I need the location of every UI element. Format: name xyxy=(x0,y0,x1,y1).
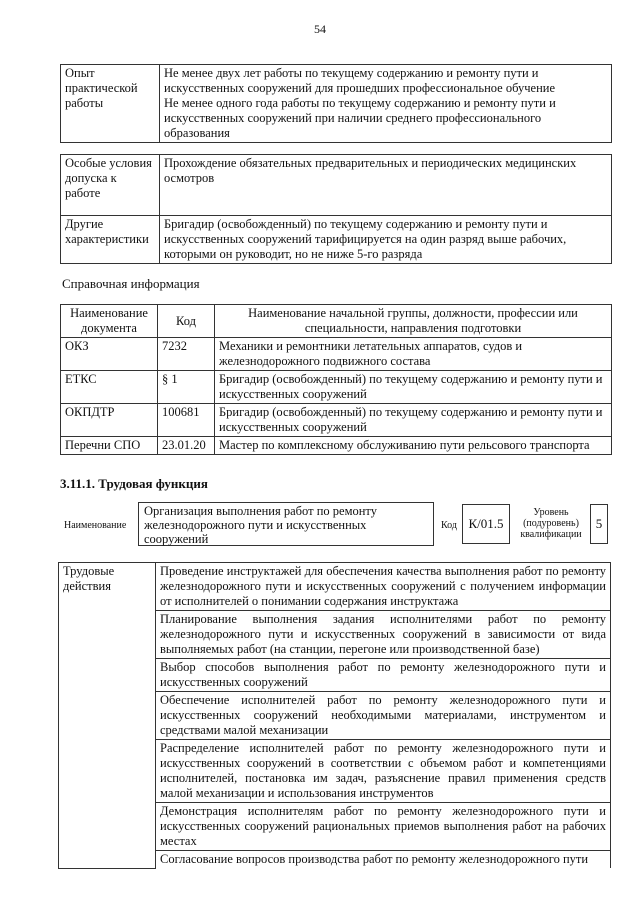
level-value: 5 xyxy=(595,516,603,531)
name-label: Наименование xyxy=(64,520,127,531)
experience-line-1: Не менее двух лет работы по текущему содержанию и ремонту пути и искусственных сооружений для прошедших профессиональное обучение xyxy=(164,66,556,95)
experience-table xyxy=(60,64,612,143)
action-item: Планирование выполнения задания исполнителями работ по ремонту железнодорожного пути и искусственных сооружений в зависимости от вида выполняемых работ (на станции, перегоне или производственной базе) xyxy=(156,611,611,659)
table-cell: ЕТКС xyxy=(61,371,158,404)
action-item: Распределение исполнителей работ по ремонту железнодорожного пути и искусственных сооружений в соответствии с объемом работ и компетенциями исполнителей, постановка им задач, разъяснение правил применения средств малой механизации и использования инструментов xyxy=(156,740,611,803)
table-cell: 100681 xyxy=(158,404,215,437)
table-row xyxy=(61,65,612,143)
level-box xyxy=(590,504,608,544)
table-row xyxy=(61,371,612,404)
table-cell: ОКПДТР xyxy=(61,404,158,437)
row-label: Опыт практической работы xyxy=(61,65,160,143)
table-cell: Бригадир (освобожденный) по текущему содержанию и ремонту пути и искусственных сооружений xyxy=(215,371,612,404)
conditions-table xyxy=(60,154,612,264)
code-box xyxy=(462,504,510,544)
reference-table xyxy=(60,304,612,455)
row-value xyxy=(160,65,612,143)
table-row xyxy=(61,155,612,216)
code-value: К/01.5 xyxy=(468,516,504,531)
table-row xyxy=(61,216,612,264)
action-item: Демонстрация исполнителям работ по ремонту железнодорожного пути и искусственных сооружений рациональных приемов выполнения работ на рабочих местах xyxy=(156,803,611,851)
table-cell: ОКЗ xyxy=(61,338,158,371)
experience-line-2: Не менее одного года работы по текущему содержанию и ремонту пути и искусственных сооружений при наличии среднего профессионального образования xyxy=(164,96,556,140)
table-cell: Перечни СПО xyxy=(61,437,158,455)
row-label: Особые условия допуска к работе xyxy=(61,155,160,216)
section-heading: 3.11.1. Трудовая функция xyxy=(60,476,208,491)
row-label: Трудовые действия xyxy=(59,563,156,869)
function-name: Организация выполнения работ по ремонту железнодорожного пути и искусственных сооружений xyxy=(144,504,377,546)
row-value: Прохождение обязательных предварительных и периодических медицинских осмотров xyxy=(160,155,612,216)
reference-title: Справочная информация xyxy=(62,276,200,291)
table-row xyxy=(61,437,612,455)
row-label: Другие характеристики xyxy=(61,216,160,264)
page-number: 54 xyxy=(314,22,326,36)
action-item: Проведение инструктажей для обеспечения качества выполнения работ по ремонту железнодорожного пути и искусственных сооружений с получением информации от исполнителей о понимании содержания инструктажа xyxy=(156,563,611,611)
table-cell: 23.01.20 xyxy=(158,437,215,455)
column-header: Наименование начальной группы, должности, профессии или специальности, направления подготовки xyxy=(215,305,612,338)
actions-table xyxy=(58,562,611,869)
table-row xyxy=(59,563,611,611)
table-row xyxy=(61,338,612,371)
table-cell: § 1 xyxy=(158,371,215,404)
table-cell: Мастер по комплексному обслуживанию пути рельсового транспорта xyxy=(215,437,612,455)
table-cell: Бригадир (освобожденный) по текущему содержанию и ремонту пути и искусственных сооружений xyxy=(215,404,612,437)
row-value: Бригадир (освобожденный) по текущему содержанию и ремонту пути и искусственных сооружений тарифицируется на один разряд выше рабочих, которыми он руководит, но не ниже 5-го разряда xyxy=(160,216,612,264)
table-row xyxy=(61,404,612,437)
column-header: Код xyxy=(158,305,215,338)
action-item: Выбор способов выполнения работ по ремонту железнодорожного пути и искусственных сооружений xyxy=(156,659,611,692)
function-name-box xyxy=(138,502,434,546)
level-label: Уровень (подуровень) квалификации xyxy=(520,507,582,540)
action-item: Согласование вопросов производства работ по ремонту железнодорожного пути xyxy=(156,851,611,869)
table-header-row xyxy=(61,305,612,338)
code-label: Код xyxy=(441,520,457,531)
table-cell: 7232 xyxy=(158,338,215,371)
action-item: Обеспечение исполнителей работ по ремонту железнодорожного пути и искусственных сооружений необходимыми материалами, инструментом и средствами малой механизации xyxy=(156,692,611,740)
table-cell: Механики и ремонтники летательных аппаратов, судов и железнодорожного подвижного состава xyxy=(215,338,612,371)
column-header: Наименование документа xyxy=(61,305,158,338)
